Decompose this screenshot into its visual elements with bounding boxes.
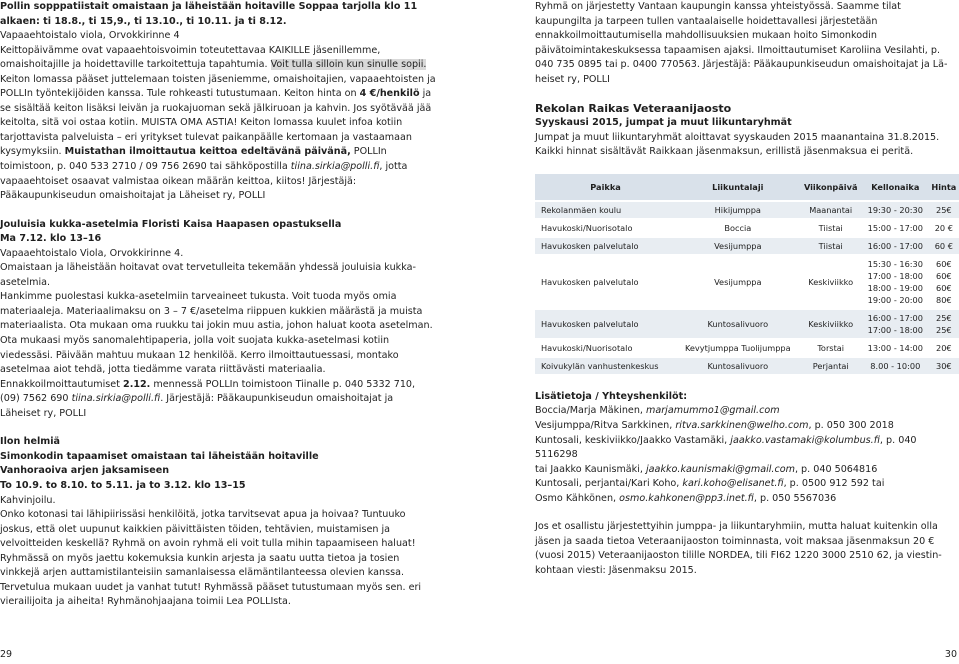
header-place: Paikka (535, 174, 676, 201)
page-number-right: 30 (944, 649, 957, 660)
cell-time (862, 339, 929, 357)
contact-email: marjamummo1@gmail.com (646, 405, 780, 417)
cell-sport: Vesijumppa (676, 237, 799, 255)
table-row (535, 201, 959, 219)
contact-text: , p. 050 300 2018 (808, 420, 894, 432)
time-slot: 15:00 - 17:00 (867, 222, 923, 233)
cell-place: Havukosken palvelutalo (535, 309, 676, 339)
cell-time (862, 255, 929, 309)
floristry-text: Hankimme puolestasi kukka-asetelmiin tarveaineet tukusta. Voit tuoda myös omia materiaaleja. Materiaalimaksu on 3 – 7 €/asetelma riippuen kukkien määrästä ja muista materiaalista. Ota mukaan oma ruukku tai jokin muu astia, johon haluat koota asetelman. Ota mukaasi myös sanomalehtipaperia, jolla voit suojata kukka-asetelmasi kotiin viedessäsi. Päivään mahtuu mukaan 12 henkilöä. Kerro ilmoittautuessasi, montako asetelmaa aiot tehdä, jotta tiedämme varata riittävästi materiaalia. Ennakkoilmoittautumiset (0, 291, 433, 390)
soup-text-e: , jotta vapaaehtoiset osaavat valmistaa oikean määrän keittoa, kiitos! Järjestäjä: Pääkaupunkiseudun omaishoitajat ja Läheiset ry, POLLI (0, 161, 408, 202)
right-column (535, 0, 959, 578)
left-column (0, 0, 436, 610)
cell-day: Perjantai (799, 357, 861, 375)
price-value: 80€ (936, 294, 952, 305)
cell-sport: Hikijumppa (676, 201, 799, 219)
price-value: 60€ (936, 258, 952, 269)
time-slot: 19:00 - 20:00 (867, 294, 923, 305)
floristry-heading: Jouluisia kukka-asetelmia Floristi Kaisa Haapasen opastuksella (0, 218, 342, 230)
floristry-body (0, 290, 436, 421)
cell-place: Havukosken palvelutalo (535, 255, 676, 309)
page-number-left: 29 (0, 649, 13, 660)
simonkoti-subheading: Simonkodin tapaamiset omaistaan tai läheistään hoitaville (0, 450, 319, 462)
table-row (535, 357, 959, 375)
cell-day: Maanantai (799, 201, 861, 219)
membership-note: Jos et osallistu järjestettyihin jumppa- ja liikuntaryhmiin, mutta haluat kuitenkin olla jäsen ja saada tietoa Veteraanijaoston toiminnasta, voit maksaa jäsenmaksun 20 € (vuosi 2015) Veteraanijaoston tilille NORDEA, tili FI62 1220 3000 2510 62, ja viestin-kohtaan viesti: Jäsenmaksu 2015. (535, 521, 942, 576)
simonkoti-body: Onko kotonasi tai lähipiirissäsi henkilöitä, jotka tarvitsevat apua ja hoivaa? Tuntuuko joskus, että olet uupunut kaikkien päivittäisten töiden, tehtävien, muistamisen ja velvoitteiden keskellä? Ryhmä on avoin ryhmä eli voit tulla mihin tapaamiseen haluat! Ryhmässä on myös jaettu kokemuksia kunkin arjesta ja saatu uutta tietoa ja tosien vinkkejä arjen auttamistilanteisiin samanlaisessa elämäntilanteessa olevien kanssa. Tervetulua mukaan uudet ja vanhat tutut! Ryhmässä pääset tutustumaan myös sen. eri vierailijoita ja aiheita! Ryhmänohjaajana toimii Lea POLLIsta. (0, 509, 422, 608)
contact-text: , p. 0500 912 592 tai (783, 478, 885, 490)
contact-email: osmo.kahkonen@pp3.inet.fi (619, 492, 754, 504)
cell-place: Koivukylän vanhustenkeskus (535, 357, 676, 375)
cell-price (929, 219, 959, 237)
time-slot: 15:30 - 16:30 (867, 258, 923, 269)
group-intro: Ryhmä on järjestetty Vantaan kaupungin kanssa yhteistyössä. Saamme tilat kaupungilta ja tarpeen tullen vantaalaiselle hoidettavallesi järjestetään ennakkoilmoittautumisella mahdollisuuksien mukaan hoito Simonkodin päivätoimintakeskuksessa tapaamisen ajaksi. Ilmoittautumiset Karoliina Vesilahti, p. 040 735 0895 tai p. 0400 770563. Järjestäjä: Pääkaupunkiseudun omaishoitajat ja Lä-heiset ry, POLLI (535, 1, 948, 85)
time-slot: 16:00 - 17:00 (867, 312, 923, 323)
soup-highlight: Voit tulla silloin kun sinulle sopii. (270, 59, 427, 71)
cell-time (862, 237, 929, 255)
soup-text-c: ja se sisältää keiton lisäksi leivän ja ruokajuoman sekä jälkiruoan ja kahvin. Jos syötävää jää keitolta, sitä voi ostaa kotiin. MUISTA OMA ASTIA! Keiton lomassa kuulet infoa kotiin tarjottavista palveluista – eri yritykset tulevat paikanpäälle kertomaan ja vastaamaan kysymyksiin. (0, 88, 432, 158)
time-slot: 13:00 - 14:00 (867, 342, 923, 353)
simonkoti-subheading-2: Vanhoraoiva arjen jaksamiseen (0, 465, 170, 477)
cell-sport: Vesijumppa (676, 255, 799, 309)
contact-line (535, 463, 959, 478)
cell-price (929, 357, 959, 375)
contact-text: , p. 040 5116298 (535, 434, 917, 461)
cell-sport: Kuntosalivuoro (676, 357, 799, 375)
price-value: 20€ (936, 342, 952, 353)
cell-price (929, 255, 959, 309)
contact-text: Osmo Kähkönen, (535, 492, 620, 504)
cell-place: Havukoski/Nuorisotalo (535, 219, 676, 237)
header-time: Kellonaika (862, 174, 929, 201)
price-value: 60€ (936, 270, 952, 281)
contact-text: , p. 050 5567036 (753, 492, 837, 504)
contact-line (535, 492, 959, 507)
soup-text-b: Keiton lomassa pääset juttelemaan toisten jäseniemme, omaishoitajien, vapaaehtoisten ja POLLIn työntekijöiden kanssa. Tule rohkeasti tutustumaan. Keiton hinta on (0, 73, 436, 100)
soup-heading: Pollin sopppatiistait omaistaan ja läheistään hoitaville Soppaa tarjolla klo 11 alkaen: ti 18.8., ti 15,9., ti 13.10., ti 10.11. ja ti 8.12. (0, 1, 418, 27)
time-slot: 16:00 - 17:00 (867, 240, 923, 251)
raikas-heading: Rekolan Raikas Veteraanijaosto (535, 102, 732, 116)
price-value: 25€ (936, 312, 952, 323)
simonkoti-dates: To 10.9. to 8.10. to 5.11. ja to 3.12. klo 13–15 (0, 479, 246, 491)
contact-email: jaakko.vastamaki@kolumbus.fi (730, 434, 880, 446)
contact-line (535, 404, 959, 419)
cell-price (929, 237, 959, 255)
contact-email: jaakko.kaunismaki@gmail.com (646, 463, 795, 475)
contact-line (535, 477, 959, 492)
header-day: Viikonpäivä (799, 174, 861, 201)
table-row (535, 237, 959, 255)
cell-time (862, 309, 929, 339)
price-value: 20 € (934, 222, 953, 233)
cell-time (862, 201, 929, 219)
soup-email: tiina.sirkia@polli.fi (290, 161, 380, 173)
table-row (535, 219, 959, 237)
cell-day: Torstai (799, 339, 861, 357)
contacts-list (535, 404, 959, 506)
contact-email: kari.koho@elisanet.fi (682, 478, 784, 490)
contact-text: , p. 040 5064816 (794, 463, 878, 475)
floristry-deadline: 2.12. (123, 378, 151, 390)
contact-text: Vesijumppa/Ritva Sarkkinen, (535, 420, 676, 432)
floristry-organizer: . Järjestäjä: Pääkaupunkiseudun omaishoitajat ja Läheiset ry, POLLI (0, 393, 394, 419)
price-value: 25€ (936, 324, 952, 335)
cell-sport: Boccia (676, 219, 799, 237)
cell-price (929, 309, 959, 339)
cell-sport: Kuntosalivuoro (676, 309, 799, 339)
contact-text: Kuntosali, perjantai/Kari Koho, (535, 478, 683, 490)
table-row (535, 309, 959, 339)
cell-price (929, 339, 959, 357)
raikas-subheading: Syyskausi 2015, jumpat ja muut liikuntaryhmät (535, 117, 792, 129)
floristry-place: Vapaaehtoistalo Viola, Orvokkirinne 4. (0, 247, 184, 259)
cell-price (929, 201, 959, 219)
cell-place: Havukoski/Nuorisotalo (535, 339, 676, 357)
cell-time (862, 219, 929, 237)
soup-price: 4 €/henkilö (359, 88, 420, 100)
cell-place: Rekolanmäen koulu (535, 201, 676, 219)
cell-place: Havukosken palvelutalo (535, 237, 676, 255)
time-slot: 18:00 - 19:00 (867, 282, 923, 293)
contact-text: Boccia/Marja Mäkinen, (535, 405, 647, 417)
time-slot: 8.00 - 10:00 (870, 360, 921, 371)
contact-line (535, 434, 959, 463)
price-value: 25€ (936, 204, 952, 215)
contacts-heading: Lisätietoja / Yhteyshenkilöt: (535, 390, 688, 402)
soup-intro-text: Keittopäivämme ovat vapaaehtoisvoimin toteutettavaa KAIKILLE jäsenillemme, omaishoitajille ja hoidettaville tarkoitettuja tapahtumia. (0, 44, 381, 71)
contact-text: tai Jaakko Kaunismäki, (535, 463, 647, 475)
cell-day: Keskiviikko (799, 309, 861, 339)
time-slot: 17:00 - 18:00 (867, 270, 923, 281)
simonkoti-place: Kahvinjoilu. (0, 494, 56, 506)
contact-email: ritva.sarkkinen@welho.com (675, 420, 809, 432)
time-slot: 19:30 - 20:30 (867, 204, 923, 215)
table-row (535, 255, 959, 309)
cell-sport: Kevytjumppa Tuolijumppa (676, 339, 799, 357)
schedule-table (535, 174, 959, 376)
header-sport: Liikuntalaji (676, 174, 799, 201)
contact-text: Kuntosali, keskiviikko/Jaakko Vastamäki, (535, 434, 731, 446)
price-value: 30€ (936, 360, 952, 371)
contact-line (535, 419, 959, 434)
price-value: 60 € (934, 240, 953, 251)
ilon-helmia-heading: Ilon helmiä (0, 436, 61, 448)
time-slot: 17:00 - 18:00 (867, 324, 923, 335)
floristry-contact: mennessä POLLIn toimistoon Tiinalle p. 040 5332 710, (09) 7562 690 (0, 378, 416, 405)
cell-day: Tiistai (799, 219, 861, 237)
header-price: Hinta (929, 174, 959, 201)
price-value: 60€ (936, 282, 952, 293)
soup-text-d: POLLIn toimistoon, p. 040 533 2710 / 09 756 2690 tai sähköpostilla (0, 146, 387, 173)
cell-day: Tiistai (799, 237, 861, 255)
floristry-email: tiina.sirkia@polli.fi (71, 393, 161, 405)
table-row (535, 339, 959, 357)
soup-body (0, 44, 436, 204)
cell-time (862, 357, 929, 375)
schedule-header-row (535, 174, 959, 201)
floristry-date: Ma 7.12. klo 13–16 (0, 233, 102, 245)
soup-place: Vapaaehtoistalo viola, Orvokkirinne 4 (0, 30, 180, 42)
floristry-intro: Omaistaan ja läheistään hoitavat ovat tervetulleita tekemään yhdessä jouluisia kukka-asetelmia. (0, 262, 416, 288)
soup-register-note: Muistathan ilmoittautua keittoa edeltävänä päivänä, (64, 146, 351, 158)
raikas-body: Jumpat ja muut liikuntaryhmät aloittavat syyskauden 2015 maanantaina 31.8.2015. Kaikki hinnat sisältävät Raikkaan jäsenmaksun, erillistä jäsenmaksua ei peritä. (535, 131, 940, 158)
cell-day: Keskiviikko (799, 255, 861, 309)
schedule-body (535, 201, 959, 375)
